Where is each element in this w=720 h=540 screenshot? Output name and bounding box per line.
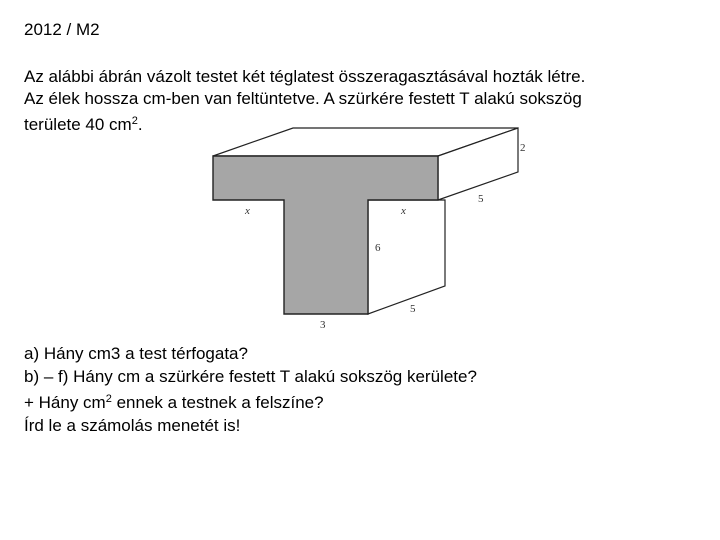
intro-line-1: Az alábbi ábrán vázolt testet két téglatest összeragasztásával hozták létre. [24,67,586,86]
label-stem-width: 3 [320,319,326,331]
question-c [24,388,477,414]
intro-line-2: Az élek hossza cm-ben van feltüntetve. A szürkére festett T alakú sokszög [24,89,582,108]
label-bottom-depth: 5 [410,303,416,315]
question-d: Írd le a számolás menetét is! [24,416,241,435]
label-right-depth: 5 [478,193,484,205]
question-c-exponent: 2 [105,393,112,405]
question-b: b) – f) Hány cm a szürkére festett T alakú sokszög kerülete? [24,367,477,386]
question-c-text: + Hány cm [24,393,106,412]
stem-box-right-face [368,200,445,314]
label-x-right: x [401,205,406,217]
page-title: 2012 / M2 [24,20,100,39]
label-stem-height: 6 [375,242,381,254]
area-unit-exponent: 2 [131,115,138,127]
t-solid-figure [200,120,540,340]
t-solid-drawing [200,120,540,340]
area-text: területe 40 cm [24,115,132,134]
questions-list [24,342,477,437]
question-c-end: ennek a testnek a felszíne? [111,393,324,412]
label-x-left: x [245,205,250,217]
label-top-depth: 2 [520,142,526,154]
question-a: a) Hány cm3 a test térfogata? [24,344,248,363]
area-end: . [137,115,143,134]
